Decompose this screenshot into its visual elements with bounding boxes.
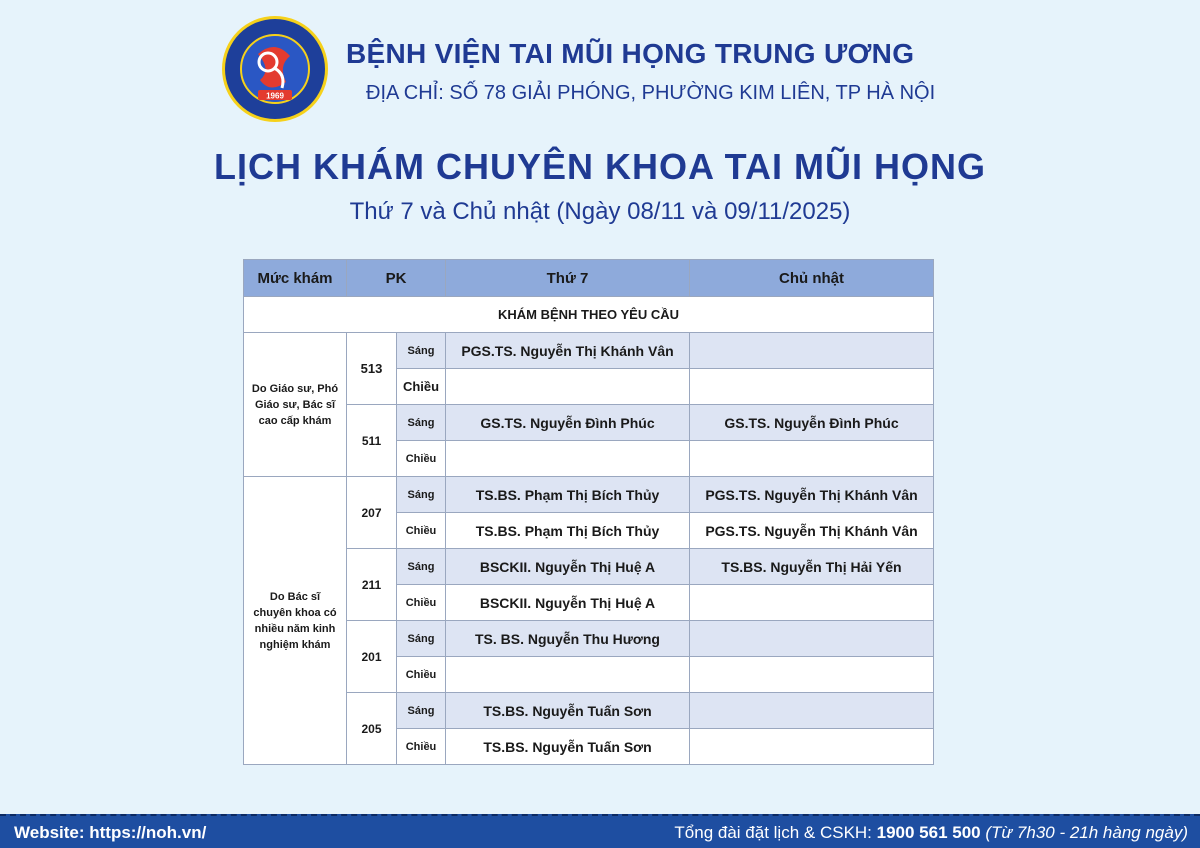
doctor-cell: BSCKII. Nguyễn Thị Huệ A bbox=[446, 549, 690, 585]
doctor-cell: TS.BS. Nguyễn Thị Hải Yến bbox=[690, 549, 934, 585]
header-saturday: Thứ 7 bbox=[446, 260, 690, 297]
shift-cell: Sáng bbox=[397, 333, 446, 369]
hospital-header bbox=[220, 14, 980, 134]
shift-cell: Sáng bbox=[397, 477, 446, 513]
website-link[interactable]: Website: https://noh.vn/ bbox=[14, 823, 207, 842]
shift-cell: Sáng bbox=[397, 405, 446, 441]
doctor-cell: TS.BS. Nguyễn Tuấn Sơn bbox=[446, 693, 690, 729]
shift-cell: Sáng bbox=[397, 621, 446, 657]
doctor-cell: PGS.TS. Nguyễn Thị Khánh Vân bbox=[690, 477, 934, 513]
page-title: LỊCH KHÁM CHUYÊN KHOA TAI MŨI HỌNG bbox=[214, 146, 986, 187]
doctor-cell: BSCKII. Nguyễn Thị Huệ A bbox=[446, 585, 690, 621]
shift-cell: Chiều bbox=[397, 585, 446, 621]
doctor-cell: TS. BS. Nguyễn Thu Hương bbox=[446, 621, 690, 657]
hotline-info bbox=[674, 823, 1188, 843]
doctor-cell: PGS.TS. Nguyễn Thị Khánh Vân bbox=[446, 333, 690, 369]
table-header-row bbox=[244, 260, 934, 297]
header-pk: PK bbox=[347, 260, 446, 297]
shift-cell: Chiều bbox=[397, 729, 446, 765]
table-row bbox=[244, 621, 934, 657]
shift-cell: Sáng bbox=[397, 549, 446, 585]
hotline-label: Tổng đài đặt lịch & CSKH: bbox=[674, 823, 877, 842]
doctor-cell bbox=[690, 369, 934, 405]
hotline-number[interactable]: 1900 561 500 bbox=[876, 823, 981, 842]
table-row bbox=[244, 333, 934, 369]
shift-cell: Chiều bbox=[397, 657, 446, 693]
doctor-cell bbox=[690, 585, 934, 621]
shift-cell: Sáng bbox=[397, 693, 446, 729]
doctor-cell: GS.TS. Nguyễn Đình Phúc bbox=[446, 405, 690, 441]
pk-cell: 205 bbox=[347, 693, 397, 765]
doctor-cell bbox=[690, 441, 934, 477]
table-row bbox=[244, 693, 934, 729]
table-row bbox=[244, 405, 934, 441]
doctor-cell bbox=[690, 621, 934, 657]
doctor-cell: GS.TS. Nguyễn Đình Phúc bbox=[690, 405, 934, 441]
pk-cell: 211 bbox=[347, 549, 397, 621]
section-title: KHÁM BỆNH THEO YÊU CẦU bbox=[244, 297, 934, 333]
doctor-cell bbox=[446, 369, 690, 405]
shift-cell: Chiều bbox=[397, 513, 446, 549]
doctor-cell bbox=[690, 693, 934, 729]
doctor-cell bbox=[446, 657, 690, 693]
shift-cell: Chiều bbox=[397, 369, 446, 405]
header-sunday: Chủ nhật bbox=[690, 260, 934, 297]
section-row bbox=[244, 297, 934, 333]
level-cell: Do Bác sĩ chuyên khoa có nhiều năm kinh nghiệm khám bbox=[244, 477, 347, 765]
doctor-cell: TS.BS. Phạm Thị Bích Thủy bbox=[446, 513, 690, 549]
header-level: Mức khám bbox=[244, 260, 347, 297]
footer-bar bbox=[0, 814, 1200, 848]
hotline-hours: (Từ 7h30 - 21h hàng ngày) bbox=[985, 823, 1188, 842]
doctor-cell: PGS.TS. Nguyễn Thị Khánh Vân bbox=[690, 513, 934, 549]
pk-cell: 207 bbox=[347, 477, 397, 549]
logo-year: 1969 bbox=[266, 91, 284, 101]
pk-cell: 513 bbox=[347, 333, 397, 405]
doctor-cell bbox=[690, 729, 934, 765]
shift-cell: Chiều bbox=[397, 441, 446, 477]
pk-cell: 511 bbox=[347, 405, 397, 477]
doctor-cell bbox=[690, 657, 934, 693]
doctor-cell: TS.BS. Phạm Thị Bích Thủy bbox=[446, 477, 690, 513]
hospital-address: ĐỊA CHỈ: SỐ 78 GIẢI PHÓNG, PHƯỜNG KIM LIÊN, TP HÀ NỘI bbox=[366, 82, 936, 104]
doctor-cell bbox=[446, 441, 690, 477]
level-cell: Do Giáo sư, Phó Giáo sư, Bác sĩ cao cấp khám bbox=[244, 333, 347, 477]
doctor-cell: TS.BS. Nguyễn Tuấn Sơn bbox=[446, 729, 690, 765]
pk-cell: 201 bbox=[347, 621, 397, 693]
hospital-name: BỆNH VIỆN TAI MŨI HỌNG TRUNG ƯƠNG bbox=[346, 38, 915, 69]
page-subtitle: Thứ 7 và Chủ nhật (Ngày 08/11 và 09/11/2025) bbox=[349, 198, 851, 225]
table-row bbox=[244, 477, 934, 513]
table-row bbox=[244, 549, 934, 585]
doctor-cell bbox=[690, 333, 934, 369]
schedule-table bbox=[243, 259, 934, 765]
hospital-logo bbox=[220, 14, 330, 124]
